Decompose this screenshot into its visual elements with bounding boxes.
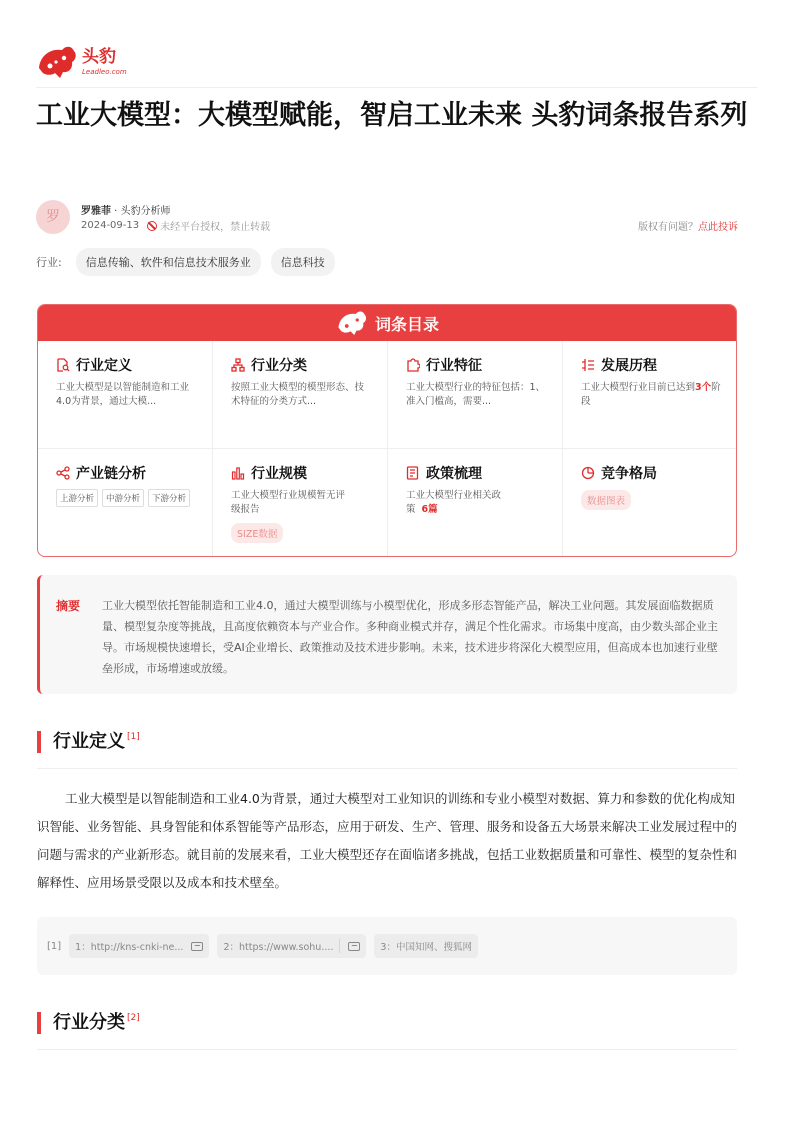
toc-item-industry-chain[interactable]: [38, 449, 213, 557]
industry-tag[interactable]: 信息科技: [271, 248, 335, 276]
toc-item-desc: 按照工业大模型的模型形态、技术特征的分类方式...: [231, 382, 365, 407]
abstract-text: 工业大模型依托智能制造和工业4.0，通过大模型训练与小模型优化，形成多形态智能产品，解决工业问题。其发展面临数据质量、模型复杂度等挑战，且高度依赖资本与产业合作。多种商业模式并存，满足个性化需求。市场集中度高，由少数头部企业主导。市场规模快速增长，受AI企业增长、政策推动及技术进步影响。未来，技术进步将深化大模型应用，但高成本也加速行业壁垒形成，市场增速或放缓。: [102, 599, 718, 675]
toc-item-definition[interactable]: [38, 341, 213, 449]
references-box: [37, 917, 737, 975]
section-bar: [37, 731, 41, 753]
industry-row: [36, 248, 345, 276]
toc-item-desc: 工业大模型是以智能制造和工业4.0为背景，通过大模...: [56, 382, 190, 407]
reference-chip[interactable]: [374, 934, 478, 958]
toc-header: [38, 305, 736, 341]
reference-text: 3：中国知网、搜狐网: [380, 942, 472, 953]
toc-item-classification[interactable]: [213, 341, 388, 449]
toc-item-desc: 工业大模型行业相关政策 6篇: [406, 490, 502, 515]
hierarchy-icon: [231, 358, 245, 372]
author-name[interactable]: 罗雅菲: [81, 206, 111, 217]
chain-tags: [56, 489, 196, 507]
section-heading-classification: [37, 1012, 140, 1034]
toc-item-desc: 工业大模型行业规模暂无评级报告: [231, 490, 346, 515]
author-role: · 头豹分析师: [111, 206, 171, 217]
page-title: 工业大模型：大模型赋能，智启工业未来 头豹词条报告系列: [36, 100, 748, 131]
citation-link[interactable]: [1]: [127, 732, 140, 742]
toc-item-title: 行业特征: [426, 358, 482, 374]
stage-count: 3个: [695, 382, 712, 393]
section-title: 行业定义: [53, 731, 125, 752]
avatar[interactable]: 罗: [36, 200, 70, 234]
toc-item-title: 发展历程: [601, 358, 657, 374]
leopard-logo-icon: [335, 308, 369, 338]
toc-item-title: 产业链分析: [76, 466, 146, 482]
brand-subtitle: Leadleo.com: [82, 68, 127, 76]
chain-tag-upstream[interactable]: 上游分析: [56, 489, 98, 507]
divider: [339, 939, 340, 953]
industry-label: 行业:: [36, 256, 62, 269]
pie-chart-icon: [581, 466, 595, 480]
reference-chip[interactable]: [217, 934, 366, 958]
brand-name: 头豹: [82, 47, 116, 67]
search-doc-icon: [56, 358, 70, 372]
copyright-notice: [638, 218, 738, 233]
refs-label: [1]: [47, 940, 62, 952]
chain-icon: [56, 466, 70, 480]
image-icon: [348, 942, 360, 951]
bar-chart-icon: [231, 466, 245, 480]
leopard-logo-icon: [36, 42, 78, 82]
toc-item-desc: 工业大模型行业目前已达到3个阶段: [581, 382, 721, 407]
abstract-box: [37, 575, 737, 694]
toc-grid: [38, 341, 737, 557]
brand-logo[interactable]: [36, 42, 127, 82]
industry-tag[interactable]: 信息传输、软件和信息技术服务业: [76, 248, 261, 276]
citation-link[interactable]: [2]: [127, 1013, 140, 1023]
toc-item-title: 政策梳理: [426, 466, 482, 482]
reference-text: 1：http://kns-cnki-ne...: [75, 942, 184, 953]
toc-item-competition[interactable]: [563, 449, 737, 557]
policy-doc-icon: [406, 466, 420, 480]
toc-item-desc: 工业大模型行业的特征包括：1、准入门槛高，需要...: [406, 382, 546, 407]
toc-item-title: 行业规模: [251, 466, 307, 482]
author-row: [36, 198, 738, 238]
author-meta: [81, 218, 270, 233]
publish-date: 2024-09-13: [81, 220, 140, 231]
header-divider: [36, 87, 757, 88]
author-info: [81, 202, 171, 217]
policy-count: 6篇: [421, 504, 438, 515]
toc-item-history[interactable]: [563, 341, 737, 449]
definition-paragraph: 工业大模型是以智能制造和工业4.0为背景，通过大模型对工业知识的训练和专业小模型对数据、算力和参数的优化构成知识智能、业务智能、具身智能和体系智能等产品形态，应用于研发、生产、管理、服务和设备五大场景来解决工业发展过程中的问题与需求的产业新形态。就目前的发展来看，工业大模型还存在面临诸多挑战，包括工业数据质量和可靠性、模型的复杂性和解释性、应用场景受限以及成本和技术壁垒。: [37, 791, 738, 890]
section-heading-definition: [37, 731, 140, 753]
timeline-icon: [581, 358, 595, 372]
chain-tag-midstream[interactable]: 中游分析: [102, 489, 144, 507]
image-icon: [191, 942, 203, 951]
toc-item-features[interactable]: [388, 341, 563, 449]
section-title: 行业分类: [53, 1012, 125, 1033]
toc-item-policy[interactable]: [388, 449, 563, 557]
toc-title: 词条目录: [374, 314, 439, 334]
toc-panel: [37, 304, 737, 557]
toc-item-title: 行业分类: [251, 358, 307, 374]
complaint-link[interactable]: 点此投诉: [698, 222, 738, 233]
section-bar: [37, 1012, 41, 1034]
toc-item-title: 竞争格局: [601, 466, 657, 482]
toc-item-market-size[interactable]: [213, 449, 388, 557]
copyright-question: 版权有问题？: [638, 222, 698, 233]
chain-tag-downstream[interactable]: 下游分析: [148, 489, 190, 507]
reprint-notice: 未经平台授权，禁止转载: [160, 222, 271, 233]
puzzle-icon: [406, 358, 420, 372]
chart-data-badge[interactable]: 数据图表: [581, 490, 631, 510]
reference-chip[interactable]: [69, 934, 209, 958]
reference-text: 2：https://www.sohu....: [223, 942, 334, 953]
abstract-label: 摘要: [56, 599, 81, 613]
section-divider: [37, 768, 737, 769]
forbidden-icon: [147, 221, 157, 231]
section-divider: [37, 1049, 737, 1050]
size-data-badge[interactable]: SIZE数据: [231, 523, 283, 543]
toc-item-title: 行业定义: [76, 358, 132, 374]
